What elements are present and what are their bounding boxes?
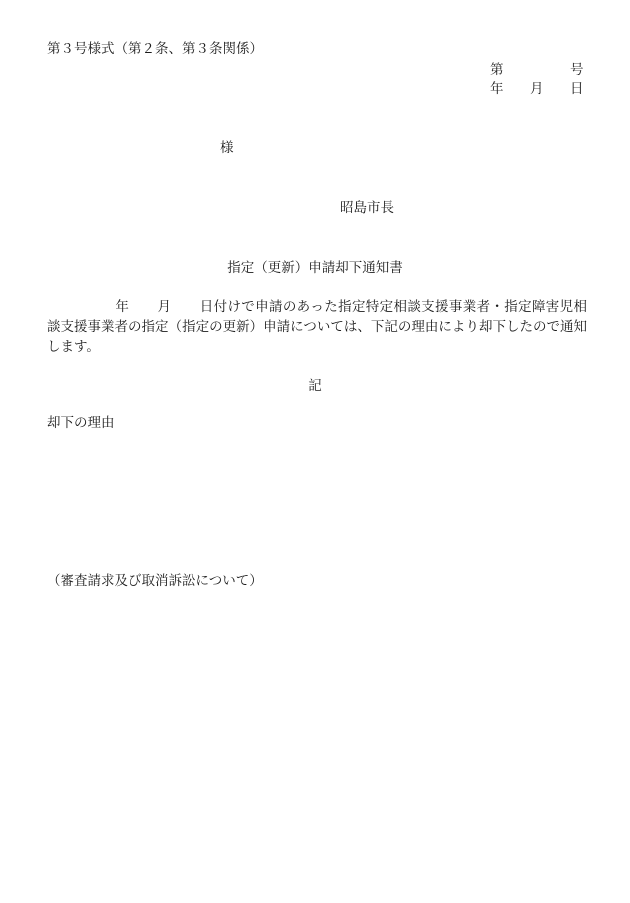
sender-name: 昭島市長	[340, 200, 394, 216]
ki-heading: 記	[308, 378, 322, 394]
form-number-label: 第３号様式（第２条、第３条関係）	[47, 41, 263, 57]
addressee-honorific: 様	[220, 140, 234, 156]
date-day-label: 日	[570, 81, 584, 97]
date-month-label: 月	[530, 81, 544, 97]
date-year-label: 年	[490, 81, 504, 97]
body-text: 日付けで申請のあった指定特定相談支援事業者・指定障害児相談支援事業者の指定（指定の更新）申請については、下記の理由により却下したので通知します。	[47, 299, 588, 355]
body-year-label: 年	[115, 299, 130, 315]
rejection-reason-heading: 却下の理由	[47, 415, 115, 431]
document-title: 指定（更新）申請却下通知書	[227, 260, 403, 276]
body-paragraph	[47, 297, 587, 357]
document-number-suffix: 号	[570, 62, 584, 78]
document-number-prefix: 第	[490, 62, 504, 78]
appeal-notice-heading: （審査請求及び取消訴訟について）	[47, 573, 263, 589]
body-month-label: 月	[157, 299, 172, 315]
